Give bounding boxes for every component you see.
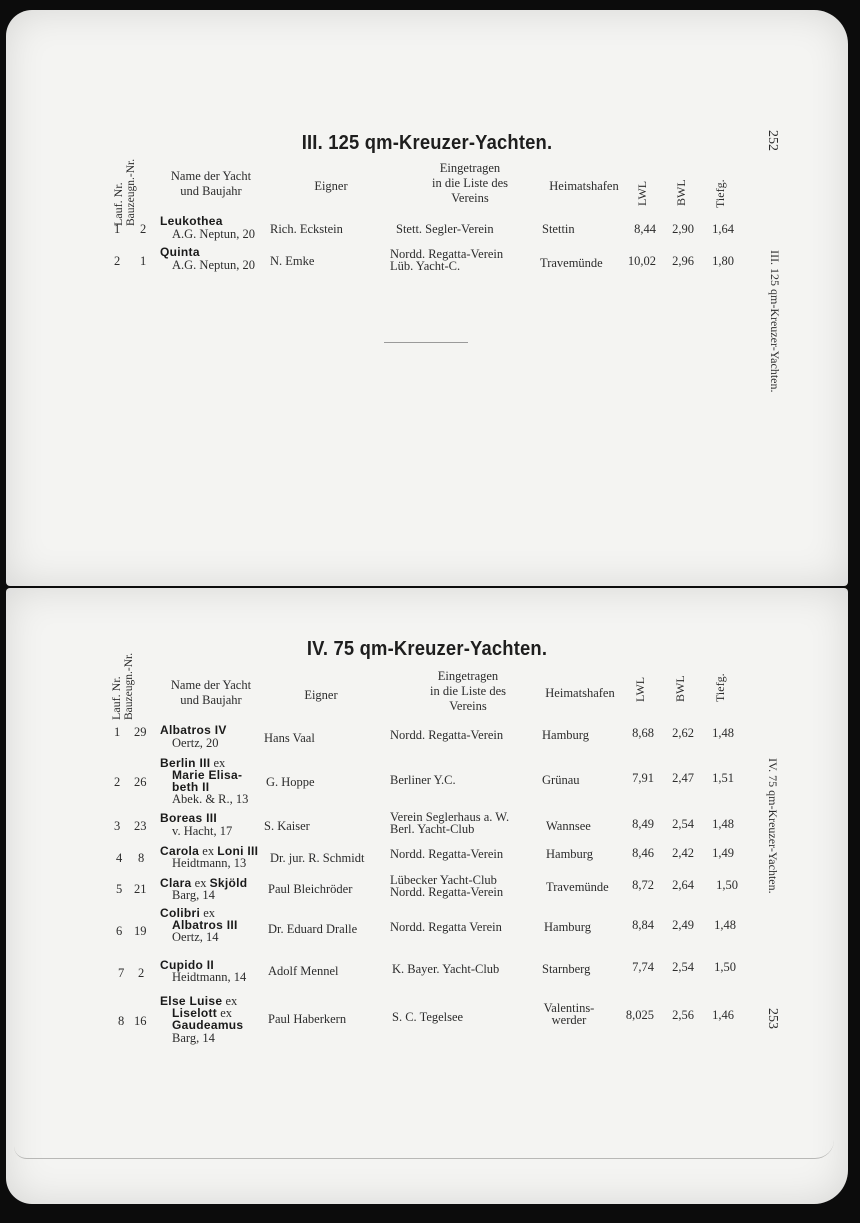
bau-nr: 2 xyxy=(138,966,145,980)
yacht-builder: Heidtmann, 14 xyxy=(172,970,247,984)
yacht-name: Quinta xyxy=(160,245,200,259)
lwl: 7,91 xyxy=(632,771,654,785)
lauf-nr: 2 xyxy=(114,775,121,789)
heimatshafen: Starnberg xyxy=(542,962,591,976)
yacht-builder: Barg, 14 xyxy=(172,888,215,902)
bwl: 2,96 xyxy=(672,254,694,268)
tiefg: 1,50 xyxy=(714,960,736,974)
eigner: Hans Vaal xyxy=(264,731,315,745)
header-bauzeugn-nr: Bauzeugn.-Nr. xyxy=(123,652,135,720)
heimatshafen: Wannsee xyxy=(546,819,591,833)
yacht-name: Berlin III ex xyxy=(160,756,226,770)
bwl: 2,47 xyxy=(672,771,694,785)
heimatshafen: Travemünde xyxy=(540,256,603,270)
eigner: Adolf Mennel xyxy=(268,964,339,978)
section-title-125qm: III. 125 qm-Kreuzer-Yachten. xyxy=(301,132,553,154)
eigner: Paul Bleichröder xyxy=(268,882,353,896)
bwl: 2,54 xyxy=(672,960,694,974)
page-number: 252 xyxy=(765,130,780,151)
bwl: 2,90 xyxy=(672,222,694,236)
eigner: G. Hoppe xyxy=(266,775,315,789)
heimatshafen: Travemünde xyxy=(546,880,609,894)
bau-nr: 21 xyxy=(134,882,147,896)
lauf-nr: 2 xyxy=(114,254,121,268)
verein: S. C. Tegelsee xyxy=(392,1010,464,1024)
verein: Stett. Segler-Verein xyxy=(396,222,494,236)
bau-nr: 19 xyxy=(134,924,147,938)
yacht-name: Carola ex Loni III xyxy=(160,844,259,858)
verein: K. Bayer. Yacht-Club xyxy=(392,962,500,976)
heimatshafen: Hamburg xyxy=(544,920,591,934)
bau-nr: 1 xyxy=(140,254,147,268)
heimatshafen: Hamburg xyxy=(546,847,593,861)
bwl: 2,42 xyxy=(672,846,694,860)
yacht-name: Boreas III xyxy=(160,811,218,825)
yacht-name-former: Albatros III xyxy=(172,918,238,932)
verein: Nordd. Regatta Verein xyxy=(390,920,502,934)
page-number: 253 xyxy=(765,1008,780,1029)
verein: Nordd. Regatta-Verein Lüb. Yacht-C. xyxy=(390,247,504,273)
yacht-name-former: Liselott ex xyxy=(172,1006,233,1020)
yacht-name: Leukothea xyxy=(160,214,223,228)
bau-nr: 29 xyxy=(134,725,147,739)
tiefg: 1,49 xyxy=(712,846,734,860)
yacht-name: Albatros IV xyxy=(160,723,227,737)
heimatshafen: Stettin xyxy=(542,222,575,236)
header-lwl: LWL xyxy=(633,676,647,702)
lwl: 8,44 xyxy=(634,222,656,236)
heimatshafen: Hamburg xyxy=(542,728,589,742)
verein: Verein Seglerhaus a. W. Berl. Yacht-Club xyxy=(390,810,510,836)
lauf-nr: 4 xyxy=(116,851,123,865)
verein: Berliner Y.C. xyxy=(390,773,456,787)
header-eingetragen: Eingetragen in die Liste des Vereins xyxy=(431,161,509,205)
bwl: 2,49 xyxy=(672,918,694,932)
header-name-der-yacht: Name der Yacht und Baujahr xyxy=(170,169,252,198)
bau-nr: 16 xyxy=(134,1014,147,1028)
yacht-builder: v. Hacht, 17 xyxy=(172,824,233,838)
eigner: Paul Haberkern xyxy=(268,1012,347,1026)
page-edge-shadow xyxy=(14,1140,834,1159)
tiefg: 1,48 xyxy=(712,726,734,740)
header-lauf-nr: Lauf. Nr. xyxy=(111,182,125,226)
lwl: 7,74 xyxy=(632,960,654,974)
header-tiefg: Tiefg. xyxy=(713,673,727,702)
verein: Lübecker Yacht-Club Nordd. Regatta-Verein xyxy=(390,873,504,899)
eigner: N. Emke xyxy=(270,254,315,268)
lauf-nr: 8 xyxy=(118,1014,125,1028)
lwl: 8,46 xyxy=(632,846,654,860)
yacht-builder: Oertz, 14 xyxy=(172,930,219,944)
tiefg: 1,46 xyxy=(712,1008,734,1022)
yacht-builder: A.G. Neptun, 20 xyxy=(172,227,255,241)
page-253 xyxy=(6,588,848,1204)
bau-nr: 8 xyxy=(138,851,145,865)
lwl: 8,49 xyxy=(632,817,654,831)
tiefg: 1,48 xyxy=(712,817,734,831)
bau-nr: 2 xyxy=(140,222,147,236)
bwl: 2,56 xyxy=(672,1008,694,1022)
yacht-builder: Heidtmann, 13 xyxy=(172,856,247,870)
lauf-nr: 7 xyxy=(118,966,125,980)
tiefg: 1,64 xyxy=(712,222,734,236)
lwl: 10,02 xyxy=(627,254,656,268)
bau-nr: 23 xyxy=(134,819,147,833)
bwl: 2,54 xyxy=(672,817,694,831)
bwl: 2,64 xyxy=(672,878,694,892)
header-bwl: BWL xyxy=(673,675,687,702)
eigner: Dr. jur. R. Schmidt xyxy=(270,851,365,865)
tiefg: 1,48 xyxy=(714,918,736,932)
yacht-name: Cupido II xyxy=(160,958,215,972)
header-bauzeugn-nr: Bauzeugn.-Nr. xyxy=(125,158,137,226)
tiefg: 1,50 xyxy=(716,878,738,892)
tiefg: 1,80 xyxy=(712,254,734,268)
yacht-builder: Abek. & R., 13 xyxy=(172,792,249,806)
verein: Nordd. Regatta-Verein xyxy=(390,847,504,861)
bau-nr: 26 xyxy=(134,775,147,789)
section-title-75qm: IV. 75 qm-Kreuzer-Yachten. xyxy=(306,638,548,660)
yacht-name: Colibri ex xyxy=(160,906,216,920)
yacht-builder: A.G. Neptun, 20 xyxy=(172,258,255,272)
yacht-name: Clara ex Skjöld xyxy=(160,876,248,890)
eigner: S. Kaiser xyxy=(264,819,310,833)
lauf-nr: 5 xyxy=(116,882,123,896)
lauf-nr: 6 xyxy=(116,924,123,938)
yacht-name-former-2: Gaudeamus xyxy=(172,1018,244,1032)
tiefg: 1,51 xyxy=(712,771,734,785)
header-eingetragen: Eingetragen in die Liste des Vereins xyxy=(429,669,507,713)
yacht-builder: Oertz, 20 xyxy=(172,736,219,750)
heimatshafen: Grünau xyxy=(542,773,580,787)
eigner: Dr. Eduard Dralle xyxy=(268,922,358,936)
yacht-name: Else Luise ex xyxy=(160,994,238,1008)
bwl: 2,62 xyxy=(672,726,694,740)
verein: Nordd. Regatta-Verein xyxy=(390,728,504,742)
header-lwl: LWL xyxy=(635,180,649,206)
header-name-der-yacht: Name der Yacht und Baujahr xyxy=(170,678,252,707)
header-lauf-nr: Lauf. Nr. xyxy=(109,676,123,720)
heimatshafen: Valentins- werder xyxy=(543,1001,595,1027)
lwl: 8,72 xyxy=(632,878,654,892)
lwl: 8,68 xyxy=(632,726,654,740)
header-heimatshafen: Heimatshafen xyxy=(549,179,619,193)
yacht-builder: Barg, 14 xyxy=(172,1031,215,1045)
header-eigner: Eigner xyxy=(314,179,348,193)
lauf-nr: 3 xyxy=(114,819,121,833)
yacht-name-former: Marie Elisa- xyxy=(172,768,243,782)
lauf-nr: 1 xyxy=(114,725,121,739)
header-heimatshafen: Heimatshafen xyxy=(545,686,615,700)
margin-running-title: III. 125 qm-Kreuzer-Yachten. xyxy=(768,250,782,393)
page-252 xyxy=(6,10,848,586)
header-eigner: Eigner xyxy=(304,688,338,702)
margin-running-title: IV. 75 qm-Kreuzer-Yachten. xyxy=(766,758,780,894)
yacht-name-former-cont: beth II xyxy=(172,780,210,794)
lwl: 8,84 xyxy=(632,918,654,932)
header-tiefg: Tiefg. xyxy=(713,179,727,208)
lwl: 8,025 xyxy=(625,1008,654,1022)
header-bwl: BWL xyxy=(674,179,688,206)
eigner: Rich. Eckstein xyxy=(270,222,343,236)
lauf-nr: 1 xyxy=(114,222,121,236)
section-divider xyxy=(384,342,468,343)
